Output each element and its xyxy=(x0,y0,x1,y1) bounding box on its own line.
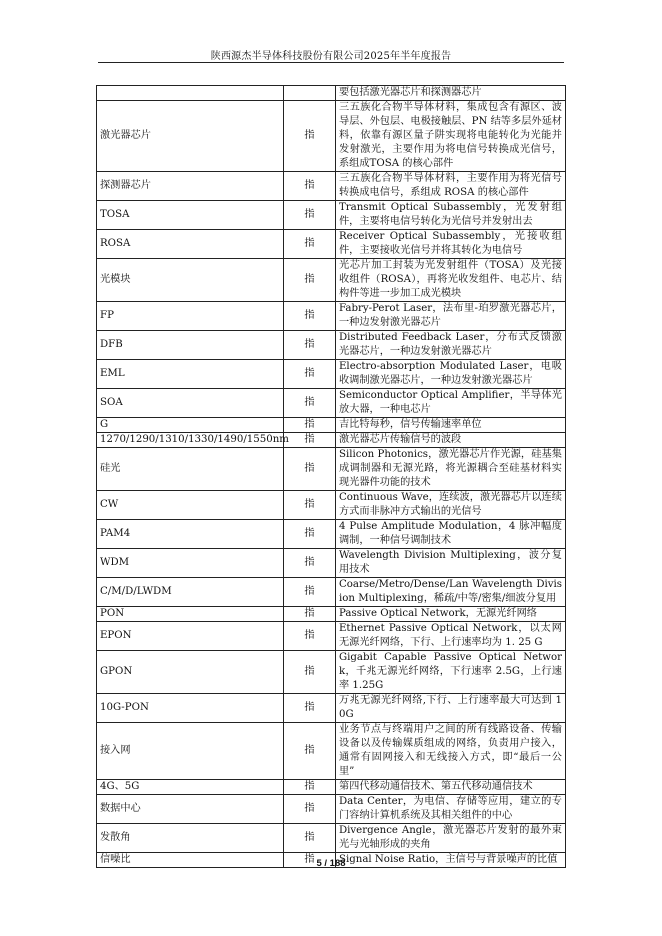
ref-cell: 指 xyxy=(284,607,336,622)
ref-cell: 指 xyxy=(284,780,336,795)
term-cell: 4G、5G xyxy=(97,780,284,795)
definition-cell: Ethernet Passive Optical Network，以太网无源光纤网络，下行、上行速率均为 1. 25 G xyxy=(336,622,566,651)
table-row xyxy=(97,780,566,795)
ref-cell: 指 xyxy=(284,259,336,302)
ref-cell: 指 xyxy=(284,549,336,578)
table-row xyxy=(97,360,566,389)
definition-cell: 激光器芯片传输信号的波段 xyxy=(336,433,566,448)
table-row xyxy=(97,302,566,331)
table-row xyxy=(97,549,566,578)
table-row xyxy=(97,230,566,259)
term-cell: CW xyxy=(97,491,284,520)
term-cell: 硅光 xyxy=(97,448,284,491)
definition-cell: Continuous Wave，连续波，激光器芯片以连续方式而非脉冲方式输出的光信号 xyxy=(336,491,566,520)
term-cell: 信噪比 xyxy=(97,853,284,868)
ref-cell: 指 xyxy=(284,389,336,418)
term-cell: DFB xyxy=(97,331,284,360)
definition-cell: Wavelength Division Multiplexing，波分复用技术 xyxy=(336,549,566,578)
term-cell: WDM xyxy=(97,549,284,578)
table-row xyxy=(97,723,566,780)
table-row xyxy=(97,824,566,853)
table-row xyxy=(97,448,566,491)
ref-cell: 指 xyxy=(284,853,336,868)
glossary-table xyxy=(96,85,566,868)
table-row xyxy=(97,622,566,651)
definition-cell: Data Center，为电信、存储等应用，建立的专门容纳计算机系统及其相关组件的中心 xyxy=(336,795,566,824)
table-row xyxy=(97,578,566,607)
ref-cell: 指 xyxy=(284,694,336,723)
term-cell: GPON xyxy=(97,651,284,694)
ref-cell: 指 xyxy=(284,302,336,331)
table-row xyxy=(97,331,566,360)
table-row xyxy=(97,607,566,622)
term-cell: C/M/D/LWDM xyxy=(97,578,284,607)
term-cell: PON xyxy=(97,607,284,622)
table-row xyxy=(97,433,566,448)
term-cell: 光模块 xyxy=(97,259,284,302)
definition-cell: Coarse/Metro/Dense/Lan Wavelength Division Multiplexing，稀疏/中等/密集/细波分复用 xyxy=(336,578,566,607)
term-cell: PAM4 xyxy=(97,520,284,549)
definition-cell: Distributed Feedback Laser，分布式反馈激光器芯片，一种边发射激光器芯片 xyxy=(336,331,566,360)
ref-cell: 指 xyxy=(284,723,336,780)
ref-cell: 指 xyxy=(284,433,336,448)
ref-cell: 指 xyxy=(284,418,336,433)
term-cell: SOA xyxy=(97,389,284,418)
table-row xyxy=(97,86,566,101)
term-cell: 接入网 xyxy=(97,723,284,780)
ref-cell: 指 xyxy=(284,795,336,824)
table-row xyxy=(97,795,566,824)
definition-cell: 三五族化合物半导体材料，集成包含有源区、波导层、外包层、电极接触层、PN 结等多层外延材料，依靠有源区量子阱实现将电能转化为光能并发射激光，主要作用为将电信号转换成光信号，系组成TOSA 的核心部件 xyxy=(336,101,566,172)
ref-cell xyxy=(284,86,336,101)
ref-cell: 指 xyxy=(284,230,336,259)
term-cell: 数据中心 xyxy=(97,795,284,824)
ref-cell: 指 xyxy=(284,331,336,360)
ref-cell: 指 xyxy=(284,201,336,230)
term-cell xyxy=(97,86,284,101)
definition-cell: Receiver Optical Subassembly，光接收组件，主要接收光信号并将其转化为电信号 xyxy=(336,230,566,259)
definition-cell: 万兆无源光纤网络,下行、上行速率最大可达到 10G xyxy=(336,694,566,723)
table-row xyxy=(97,259,566,302)
definition-cell: 三五族化合物半导体材料，主要作用为将光信号转换成电信号，系组成 ROSA 的核心部件 xyxy=(336,172,566,201)
definition-cell: Silicon Photonics，激光器芯片作光源，硅基集成调制器和无源光路，将光源耦合至硅基材料实现光器件功能的技术 xyxy=(336,448,566,491)
definition-cell: 业务节点与终端用户之间的所有线路设备、传输设备以及传输媒质组成的网络，负责用户接入，通常有固网接入和无线接入方式，即“最后一公里” xyxy=(336,723,566,780)
ref-cell: 指 xyxy=(284,520,336,549)
term-cell: G xyxy=(97,418,284,433)
ref-cell: 指 xyxy=(284,578,336,607)
definition-cell: 光芯片加工封装为光发射组件（TOSA）及光接收组件（ROSA），再将光收发组件、电芯片、结构件等进一步加工成光模块 xyxy=(336,259,566,302)
definition-cell: Electro-absorption Modulated Laser，电吸收调制激光器芯片，一种边发射激光器芯片 xyxy=(336,360,566,389)
term-cell: EPON xyxy=(97,622,284,651)
definition-cell: 吉比特每秒，信号传输速率单位 xyxy=(336,418,566,433)
definition-cell: Passive Optical Network，无源光纤网络 xyxy=(336,607,566,622)
definition-cell: Signal Noise Ratio，主信号与背景噪声的比值 xyxy=(336,853,566,868)
ref-cell: 指 xyxy=(284,491,336,520)
table-row xyxy=(97,694,566,723)
term-cell: TOSA xyxy=(97,201,284,230)
table-row xyxy=(97,389,566,418)
table-row xyxy=(97,491,566,520)
header-rule xyxy=(98,62,564,63)
definition-cell: Semiconductor Optical Amplifier，半导体光放大器，一种电芯片 xyxy=(336,389,566,418)
table-row xyxy=(97,651,566,694)
table-row xyxy=(97,201,566,230)
definition-cell: 第四代移动通信技术、第五代移动通信技术 xyxy=(336,780,566,795)
table-row xyxy=(97,418,566,433)
definition-cell: 4 Pulse Amplitude Modulation，4 脉冲幅度调制，一种信号调制技术 xyxy=(336,520,566,549)
term-cell: ROSA xyxy=(97,230,284,259)
term-cell: EML xyxy=(97,360,284,389)
glossary-body xyxy=(97,86,566,868)
term-cell: 发散角 xyxy=(97,824,284,853)
ref-cell: 指 xyxy=(284,651,336,694)
ref-cell: 指 xyxy=(284,101,336,172)
definition-cell: Divergence Angle，激光器芯片发射的最外束光与光轴形成的夹角 xyxy=(336,824,566,853)
term-cell: FP xyxy=(97,302,284,331)
definition-cell: Gigabit Capable Passive Optical Network，千兆无源光纤网络，下行速率 2.5G，上行速率 1.25G xyxy=(336,651,566,694)
ref-cell: 指 xyxy=(284,448,336,491)
ref-cell: 指 xyxy=(284,824,336,853)
definition-cell: Transmit Optical Subassembly，光发射组件，主要将电信号转化为光信号并发射出去 xyxy=(336,201,566,230)
table-row xyxy=(97,520,566,549)
page-number: 5 / 188 xyxy=(316,858,346,869)
term-cell: 10G-PON xyxy=(97,694,284,723)
ref-cell: 指 xyxy=(284,622,336,651)
table-row xyxy=(97,172,566,201)
table-row xyxy=(97,101,566,172)
term-cell: 1270/1290/1310/1330/1490/1550nm xyxy=(97,433,284,448)
definition-cell: 要包括激光器芯片和探测器芯片 xyxy=(336,86,566,101)
definition-cell: Fabry-Perot Laser，法布里-珀罗激光器芯片，一种边发射激光器芯片 xyxy=(336,302,566,331)
ref-cell: 指 xyxy=(284,360,336,389)
page-header: 陕西源杰半导体科技股份有限公司2025年半年度报告 xyxy=(210,51,452,62)
ref-cell: 指 xyxy=(284,172,336,201)
term-cell: 激光器芯片 xyxy=(97,101,284,172)
term-cell: 探测器芯片 xyxy=(97,172,284,201)
